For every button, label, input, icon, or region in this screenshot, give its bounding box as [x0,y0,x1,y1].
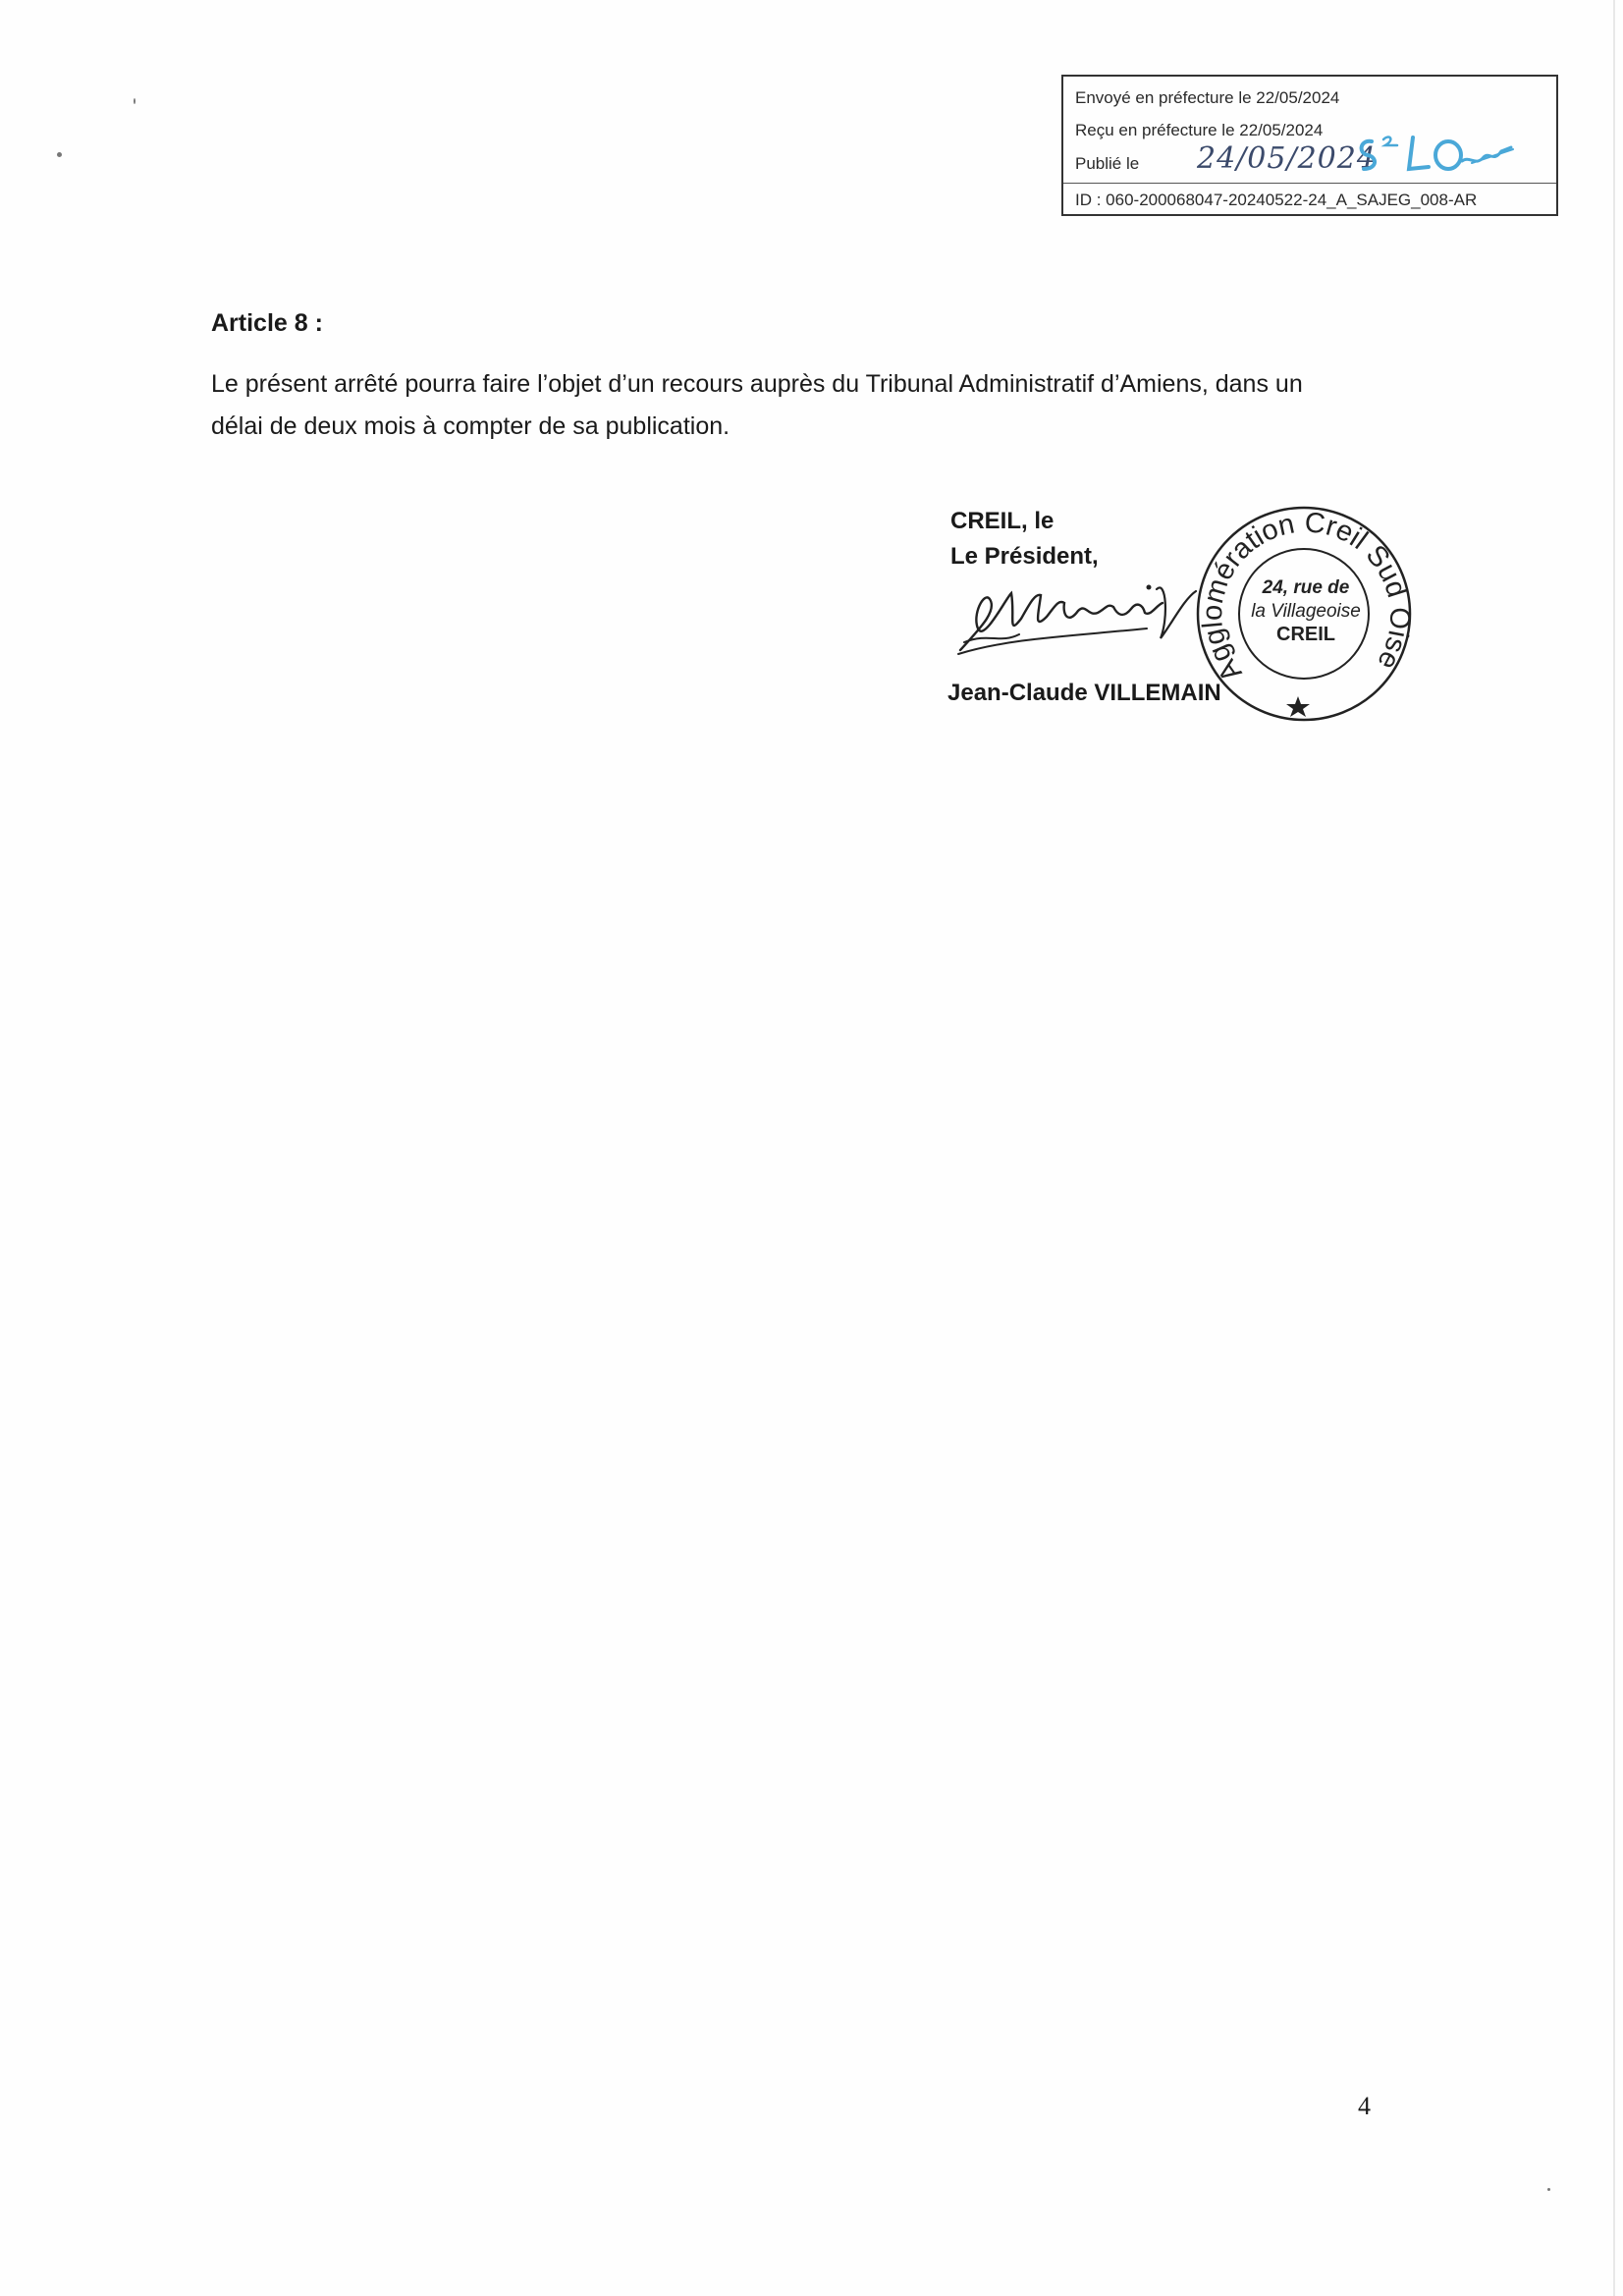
page-number: 4 [1358,2092,1371,2120]
handwritten-signature-icon [950,560,1206,668]
act-id-line: ID : 060-200068047-20240522-24_A_SAJEG_008-AR [1075,191,1478,209]
published-date-handwritten: 24/05/2024 [1197,141,1377,176]
prefecture-stamp [1061,75,1558,216]
article-body [211,363,1448,448]
seal-ring-text: Agglomération Creil Sud Oise [1196,507,1416,687]
article-body-line: délai de deux mois à compter de sa publication. [211,412,730,440]
scan-edge [1613,0,1615,2296]
signature-role: Le Président, [950,543,1099,570]
star-icon [1286,696,1310,717]
article-title: Article 8 : [211,309,323,337]
sent-to-prefecture-line: Envoyé en préfecture le 22/05/2024 [1075,88,1340,107]
scan-speck [1547,2188,1550,2191]
seal-address-line: 24, rue de [1262,577,1350,598]
published-label: Publié le [1075,154,1140,173]
handwritten-initials-icon [1354,130,1521,179]
seal-address-line: CREIL [1276,624,1335,645]
received-in-prefecture-line: Reçu en préfecture le 22/05/2024 [1075,121,1324,139]
stamp-divider [1063,183,1556,184]
seal-address-line: la Villageoise [1251,601,1361,622]
signature-place: CREIL, le [950,508,1055,534]
article-body-line: Le présent arrêté pourra faire l’objet d’un recours auprès du Tribunal Administratif d’Amiens, dans un [211,370,1303,398]
scan-speck [134,98,135,104]
signatory-name: Jean-Claude VILLEMAIN [947,680,1221,706]
official-seal [1186,491,1422,727]
scan-speck [57,152,62,157]
